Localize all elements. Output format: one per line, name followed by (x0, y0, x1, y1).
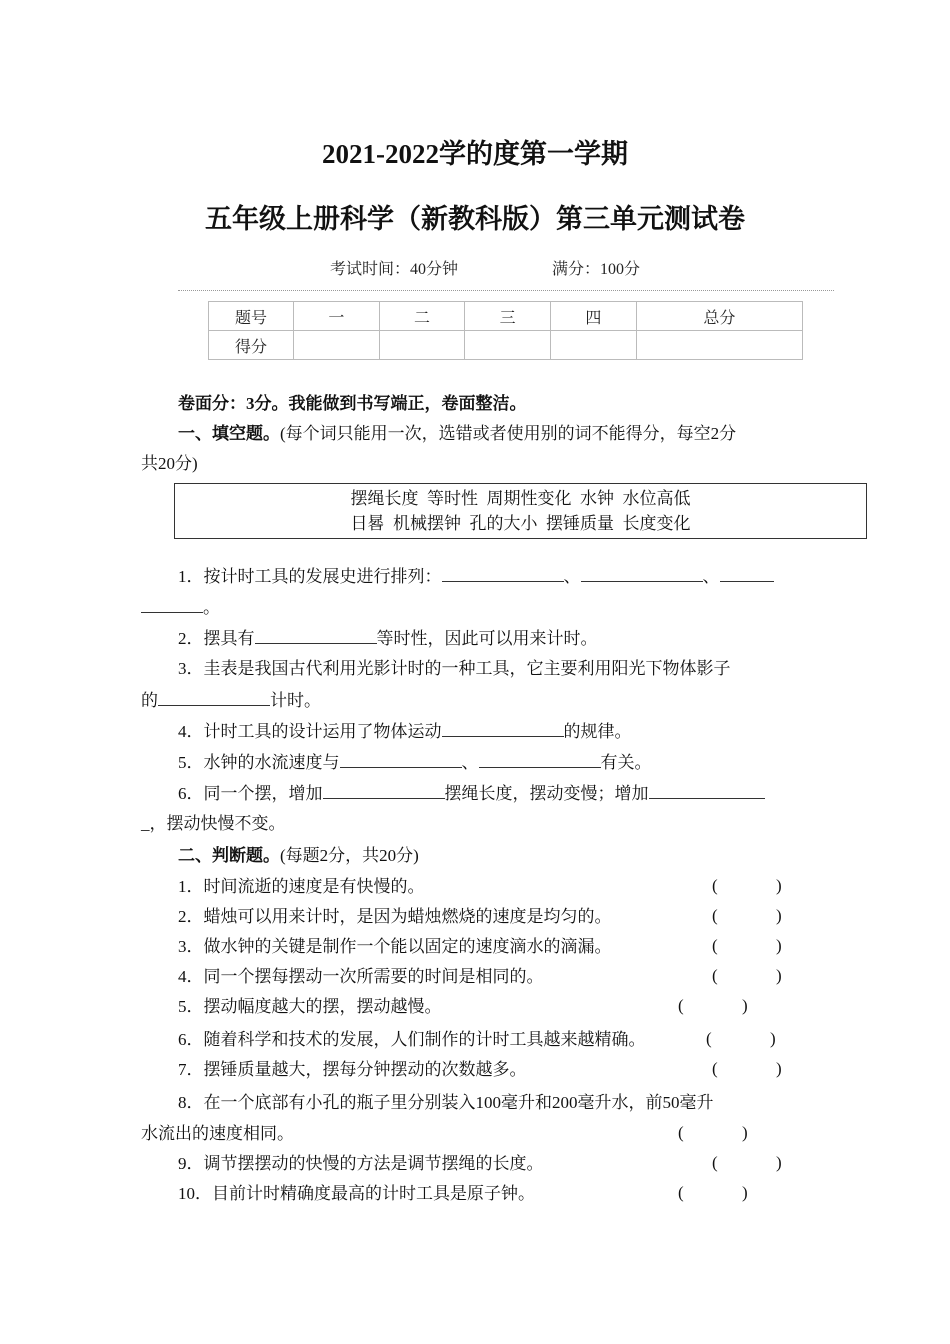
answer-paren-close: ) (742, 1183, 748, 1202)
answer-slot[interactable] (722, 876, 772, 896)
judge-item: 8．在一个底部有小孔的瓶子里分别装入100毫升和200毫升水，前50毫升 (178, 1093, 714, 1112)
answer-paren-open: ( (712, 1059, 718, 1078)
judge-item: 3．做水钟的关键是制作一个能以固定的速度滴水的滴漏。 (178, 937, 612, 956)
fill-question-4 (178, 720, 632, 743)
question-text: 有关。 (600, 753, 652, 772)
judge-item: 2．蜡烛可以用来计时，是因为蜡烛燃烧的速度是均匀的。 (178, 907, 612, 926)
answer-blank[interactable] (581, 565, 703, 582)
answer-blank[interactable] (255, 627, 377, 644)
answer-paren-close: ) (770, 1029, 776, 1048)
separator: 、 (461, 753, 479, 772)
section1-header (178, 423, 736, 445)
score-cell[interactable] (551, 331, 637, 360)
title-line-2: 五年级上册科学（新教科版）第三单元测试卷 (205, 204, 745, 234)
section1-instructions-cont: 共20分) (141, 454, 198, 473)
answer-paren-open: ( (678, 996, 684, 1015)
section2-header (178, 845, 419, 867)
answer-paren-open: ( (712, 876, 718, 895)
answer-slot[interactable] (716, 1029, 766, 1049)
answer-paren-open: ( (712, 966, 718, 985)
answer-paren-close: ) (776, 936, 782, 955)
answer-paren-open: ( (712, 1153, 718, 1172)
judge-item: 4．同一个摆每摆动一次所需要的时间是相同的。 (178, 967, 544, 986)
row-header-question-no: 题号 (209, 302, 294, 331)
fill-question-1 (178, 565, 774, 588)
score-table-header-row (209, 302, 803, 331)
answer-paren-close: ) (776, 1153, 782, 1172)
separator: 、 (702, 567, 720, 586)
answer-slot[interactable] (722, 936, 772, 956)
question-text: 的 (141, 691, 158, 710)
section1-heading: 一、填空题。 (178, 424, 280, 443)
dotted-divider (178, 290, 834, 291)
answer-paren-close: ) (742, 996, 748, 1015)
row-header-score: 得分 (209, 331, 294, 360)
word-bank-line: 摆绳长度 等时性 周期性变化 水钟 水位高低 (350, 489, 691, 508)
separator: 、 (563, 567, 581, 586)
question-text: 6．同一个摆，增加 (178, 784, 323, 803)
answer-slot[interactable] (688, 1123, 738, 1143)
judge-item: 5．摆动幅度越大的摆，摆动越慢。 (178, 997, 442, 1016)
judge-item: 9．调节摆摆动的快慢的方法是调节摆绳的长度。 (178, 1154, 544, 1173)
answer-blank[interactable] (323, 782, 445, 799)
judge-item: 6．随着科学和技术的发展，人们制作的计时工具越来越精确。 (178, 1030, 646, 1049)
score-table-score-row (209, 331, 803, 360)
answer-blank[interactable] (340, 751, 462, 768)
judge-item-8-cont: 水流出的速度相同。 (141, 1124, 294, 1143)
answer-blank[interactable] (442, 720, 564, 737)
section2-instructions: (每题2分，共20分) (280, 846, 419, 865)
score-table (208, 301, 803, 360)
answer-blank[interactable] (158, 689, 270, 706)
question-text: 5．水钟的水流速度与 (178, 753, 340, 772)
answer-paren-open: ( (678, 1183, 684, 1202)
section1-instructions: (每个词只能用一次，选错或者使用别的词不能得分，每空2分 (280, 424, 737, 443)
score-cell[interactable] (294, 331, 380, 360)
fill-question-2 (178, 627, 598, 650)
answer-slot[interactable] (722, 966, 772, 986)
answer-slot[interactable] (722, 1153, 772, 1173)
question-text: 。 (203, 598, 220, 617)
answer-slot[interactable] (688, 996, 738, 1016)
question-text: 摆绳长度，摆动变慢；增加 (444, 784, 649, 803)
col-header: 总分 (636, 302, 802, 331)
score-cell[interactable] (465, 331, 551, 360)
answer-paren-close: ) (776, 966, 782, 985)
judge-item: 1．时间流逝的速度是有快慢的。 (178, 877, 425, 896)
score-cell[interactable] (636, 331, 802, 360)
judge-item: 10．目前计时精确度最高的计时工具是原子钟。 (178, 1184, 535, 1203)
title-line-1: 2021-2022学的度第一学期 (322, 139, 628, 169)
word-bank-line: 日晷 机械摆钟 孔的大小 摆锤质量 长度变化 (350, 514, 691, 533)
exam-time: 考试时间：40分钟 (330, 261, 459, 278)
answer-blank[interactable] (649, 782, 765, 799)
answer-blank[interactable] (141, 596, 203, 613)
col-header: 一 (294, 302, 380, 331)
col-header: 二 (379, 302, 465, 331)
answer-blank[interactable] (720, 565, 774, 582)
score-cell[interactable] (379, 331, 465, 360)
answer-paren-open: ( (706, 1029, 712, 1048)
question-text: 计时。 (270, 691, 321, 710)
question-text: 4．计时工具的设计运用了物体运动 (178, 722, 442, 741)
answer-paren-close: ) (776, 1059, 782, 1078)
full-score: 满分：100分 (552, 261, 641, 278)
judge-item: 7．摆锤质量越大，摆每分钟摆动的次数越多。 (178, 1060, 527, 1079)
section2-heading: 二、判断题。 (178, 846, 280, 865)
answer-paren-open: ( (678, 1123, 684, 1142)
answer-paren-open: ( (712, 936, 718, 955)
answer-paren-close: ) (776, 906, 782, 925)
question-text: 的规律。 (563, 722, 632, 741)
col-header: 四 (551, 302, 637, 331)
question-text: 2．摆具有 (178, 629, 255, 648)
fill-question-5 (178, 751, 652, 774)
question-text: 1．按计时工具的发展史进行排列： (178, 567, 442, 586)
answer-paren-close: ) (776, 876, 782, 895)
answer-slot[interactable] (688, 1183, 738, 1203)
fill-question-3: 3．圭表是我国古代利用光影计时的一种工具，它主要利用阳光下物体影子 (178, 659, 731, 678)
question-text: 等时性，因此可以用来计时。 (376, 629, 598, 648)
answer-paren-close: ) (742, 1123, 748, 1142)
fill-question-1-cont (141, 596, 220, 619)
fill-question-6 (178, 782, 765, 805)
fill-question-6-cont: _，摆动快慢不变。 (141, 814, 286, 833)
col-header: 三 (465, 302, 551, 331)
answer-slot[interactable] (722, 906, 772, 926)
fill-question-3-cont (141, 689, 321, 712)
answer-paren-open: ( (712, 906, 718, 925)
answer-blank[interactable] (442, 565, 564, 582)
answer-slot[interactable] (722, 1059, 772, 1079)
neatness-note: 卷面分：3分。我能做到书写端正，卷面整洁。 (178, 394, 527, 413)
word-bank (174, 483, 867, 539)
answer-blank[interactable] (479, 751, 601, 768)
